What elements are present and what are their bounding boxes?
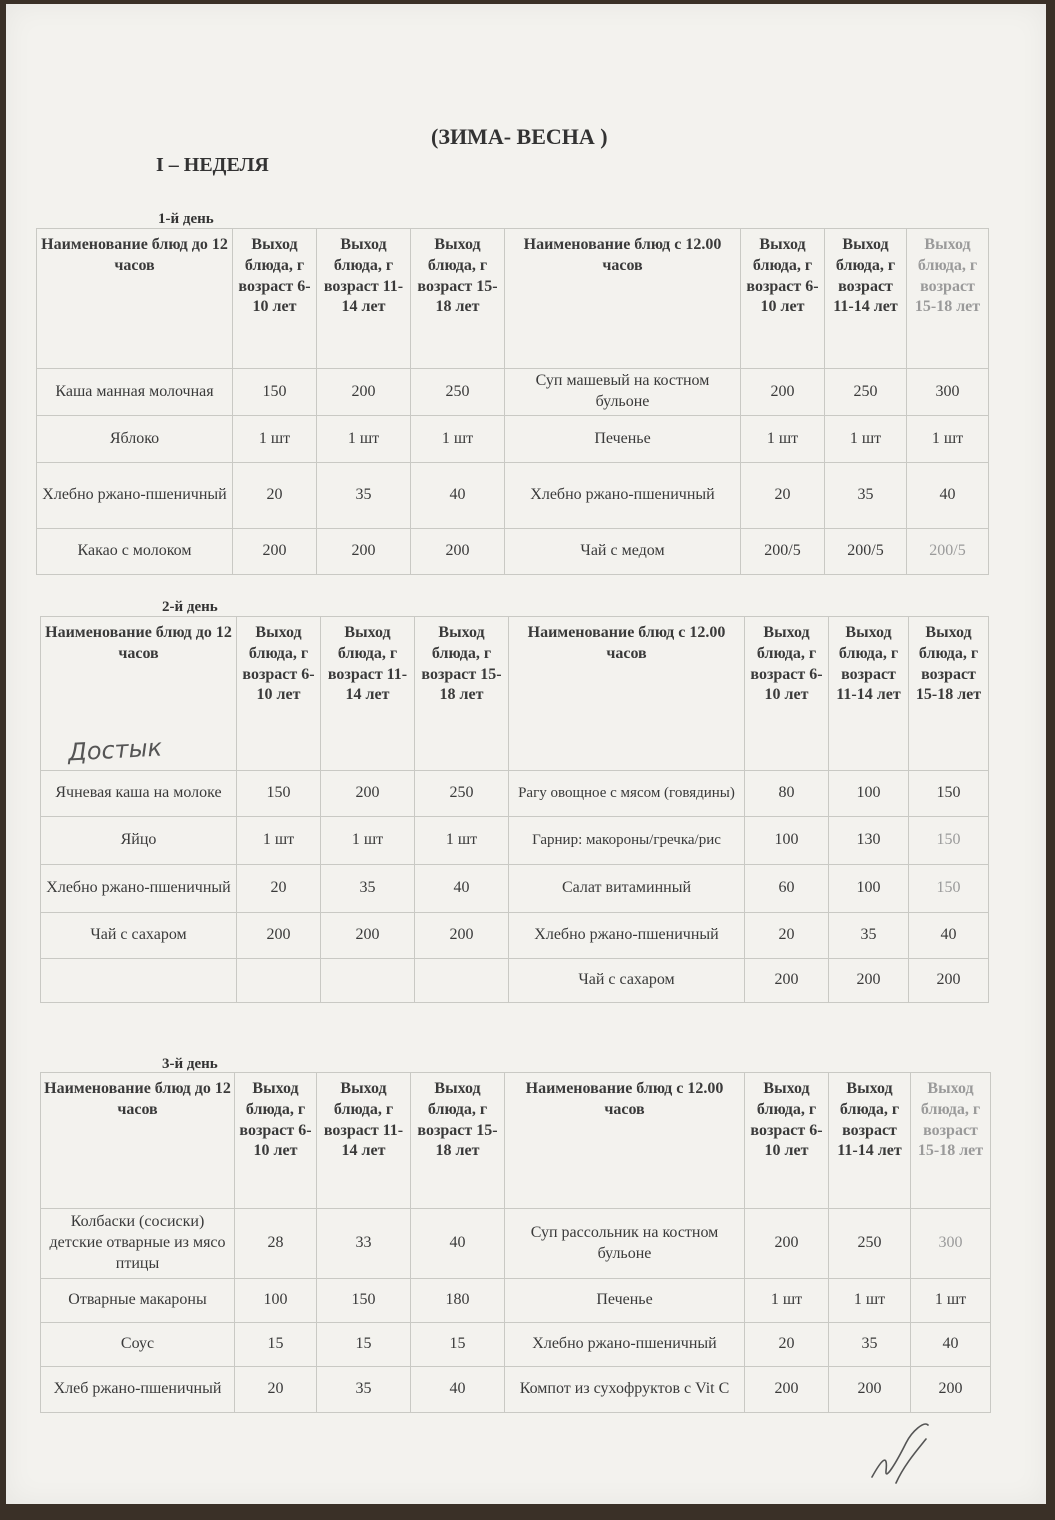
value-cell: 150 xyxy=(237,771,321,817)
value-cell: 1 шт xyxy=(741,416,825,463)
dish-cell: Рагу овощное с мясом (говядины) xyxy=(509,771,745,817)
table-row xyxy=(41,771,989,817)
value-cell: 1 шт xyxy=(415,817,509,865)
table-row xyxy=(37,529,989,575)
value-cell: 200 xyxy=(745,1367,829,1413)
value-cell: 180 xyxy=(411,1279,505,1323)
value-cell: 150 xyxy=(909,865,989,913)
value-cell: 200 xyxy=(911,1367,991,1413)
day-2-label: 2-й день xyxy=(162,599,218,615)
dish-cell: Ячневая каша на молоке xyxy=(41,771,237,817)
value-cell xyxy=(321,959,415,1003)
table-row xyxy=(41,1279,991,1323)
header-age-15-18: Выход блюда, г возраст 15-18 лет xyxy=(415,617,509,771)
dish-cell: Соус xyxy=(41,1323,235,1367)
value-cell: 200 xyxy=(233,529,317,575)
table-header-row xyxy=(37,229,989,369)
header-dish-afternoon: Наименование блюд с 12.00 часов xyxy=(509,617,745,771)
dish-cell: Какао с молоком xyxy=(37,529,233,575)
value-cell: 35 xyxy=(829,913,909,959)
value-cell: 150 xyxy=(909,771,989,817)
table-row xyxy=(41,1209,991,1279)
value-cell: 200 xyxy=(317,369,411,416)
value-cell: 200 xyxy=(237,913,321,959)
header-age-11-14: Выход блюда, г возраст 11-14 лет xyxy=(317,1073,411,1209)
table-row xyxy=(41,959,989,1003)
table-row xyxy=(41,1323,991,1367)
value-cell: 20 xyxy=(233,463,317,529)
value-cell: 35 xyxy=(321,865,415,913)
header-age-6-10: Выход блюда, г возраст 6-10 лет xyxy=(233,229,317,369)
header-age-6-10: Выход блюда, г возраст 6-10 лет xyxy=(741,229,825,369)
dish-cell: Яблоко xyxy=(37,416,233,463)
value-cell: 35 xyxy=(317,463,411,529)
value-cell: 20 xyxy=(237,865,321,913)
value-cell: 200/5 xyxy=(907,529,989,575)
value-cell: 130 xyxy=(829,817,909,865)
value-cell: 15 xyxy=(317,1323,411,1367)
value-cell: 300 xyxy=(907,369,989,416)
value-cell: 40 xyxy=(411,1367,505,1413)
value-cell: 200 xyxy=(321,771,415,817)
dish-cell: Суп машевый на костном бульоне xyxy=(505,369,741,416)
day-3-label: 3-й день xyxy=(162,1056,218,1072)
value-cell: 200 xyxy=(741,369,825,416)
day-2-table xyxy=(40,616,989,1003)
value-cell: 15 xyxy=(411,1323,505,1367)
dish-cell: Хлебно ржано-пшеничный xyxy=(37,463,233,529)
dish-cell: Колбаски (сосиски) детские отварные из мясо птицы xyxy=(41,1209,235,1279)
day-1-table xyxy=(36,228,989,575)
document-page xyxy=(6,4,1046,1504)
value-cell: 40 xyxy=(911,1323,991,1367)
value-cell: 200 xyxy=(829,1367,911,1413)
dish-cell: Суп рассольник на костном бульоне xyxy=(505,1209,745,1279)
value-cell: 40 xyxy=(909,913,989,959)
value-cell: 200 xyxy=(909,959,989,1003)
header-age-6-10: Выход блюда, г возраст 6-10 лет xyxy=(745,1073,829,1209)
value-cell: 33 xyxy=(317,1209,411,1279)
dish-cell: Чай с сахаром xyxy=(41,913,237,959)
value-cell: 150 xyxy=(909,817,989,865)
table-row xyxy=(41,817,989,865)
dish-cell: Печенье xyxy=(505,416,741,463)
value-cell: 1 шт xyxy=(411,416,505,463)
value-cell: 300 xyxy=(911,1209,991,1279)
value-cell: 1 шт xyxy=(911,1279,991,1323)
week-heading: I – НЕДЕЛЯ xyxy=(156,154,269,176)
value-cell: 150 xyxy=(233,369,317,416)
header-age-6-10: Выход блюда, г возраст 6-10 лет xyxy=(235,1073,317,1209)
day-1-label: 1-й день xyxy=(158,211,214,227)
header-age-15-18: Выход блюда, г возраст 15-18 лет xyxy=(909,617,989,771)
value-cell: 1 шт xyxy=(237,817,321,865)
value-cell: 1 шт xyxy=(317,416,411,463)
value-cell: 200 xyxy=(415,913,509,959)
value-cell: 100 xyxy=(829,771,909,817)
value-cell: 1 шт xyxy=(825,416,907,463)
header-age-11-14: Выход блюда, г возраст 11-14 лет xyxy=(321,617,415,771)
table-header-row xyxy=(41,617,989,771)
value-cell: 40 xyxy=(411,463,505,529)
value-cell: 200/5 xyxy=(825,529,907,575)
dish-cell: Гарнир: макороны/гречка/рис xyxy=(509,817,745,865)
value-cell: 200/5 xyxy=(741,529,825,575)
dish-cell: Хлебно ржано-пшеничный xyxy=(41,865,237,913)
dish-cell: Каша манная молочная xyxy=(37,369,233,416)
value-cell xyxy=(237,959,321,1003)
value-cell: 1 шт xyxy=(233,416,317,463)
value-cell: 250 xyxy=(411,369,505,416)
dish-cell: Хлебно ржано-пшеничный xyxy=(509,913,745,959)
dish-cell: Хлеб ржано-пшеничный xyxy=(41,1367,235,1413)
table-row xyxy=(41,1367,991,1413)
value-cell: 40 xyxy=(411,1209,505,1279)
value-cell: 200 xyxy=(317,529,411,575)
document-title: (ЗИМА- ВЕСНА ) xyxy=(431,124,608,149)
header-age-11-14: Выход блюда, г возраст 11-14 лет xyxy=(829,617,909,771)
value-cell: 200 xyxy=(411,529,505,575)
header-age-11-14: Выход блюда, г возраст 11-14 лет xyxy=(829,1073,911,1209)
value-cell: 250 xyxy=(415,771,509,817)
header-dish-afternoon: Наименование блюд с 12.00 часов xyxy=(505,229,741,369)
value-cell: 100 xyxy=(235,1279,317,1323)
dish-cell: Компот из сухофруктов с Vit C xyxy=(505,1367,745,1413)
value-cell: 35 xyxy=(317,1367,411,1413)
table-row xyxy=(37,463,989,529)
header-age-6-10: Выход блюда, г возраст 6-10 лет xyxy=(745,617,829,771)
value-cell xyxy=(415,959,509,1003)
value-cell: 80 xyxy=(745,771,829,817)
dish-cell: Яйцо xyxy=(41,817,237,865)
table-row xyxy=(41,865,989,913)
header-dish-afternoon: Наименование блюд с 12.00 часов xyxy=(505,1073,745,1209)
table-row xyxy=(41,913,989,959)
value-cell: 28 xyxy=(235,1209,317,1279)
dish-cell: Отварные макароны xyxy=(41,1279,235,1323)
dish-cell: Салат витаминный xyxy=(509,865,745,913)
header-age-11-14: Выход блюда, г возраст 11-14 лет xyxy=(825,229,907,369)
value-cell: 200 xyxy=(829,959,909,1003)
handwritten-note: Достык xyxy=(67,733,163,767)
value-cell: 100 xyxy=(829,865,909,913)
value-cell: 40 xyxy=(415,865,509,913)
header-age-15-18: Выход блюда, г возраст 15-18 лет xyxy=(911,1073,991,1209)
value-cell: 1 шт xyxy=(321,817,415,865)
dish-cell: Чай с медом xyxy=(505,529,741,575)
value-cell: 200 xyxy=(745,959,829,1003)
value-cell: 1 шт xyxy=(907,416,989,463)
signature-scribble xyxy=(866,1419,936,1489)
value-cell: 100 xyxy=(745,817,829,865)
value-cell: 35 xyxy=(829,1323,911,1367)
header-age-15-18: Выход блюда, г возраст 15-18 лет xyxy=(411,1073,505,1209)
value-cell: 60 xyxy=(745,865,829,913)
value-cell: 35 xyxy=(825,463,907,529)
table-row xyxy=(37,369,989,416)
value-cell: 20 xyxy=(745,913,829,959)
value-cell: 40 xyxy=(907,463,989,529)
table-header-row xyxy=(41,1073,991,1209)
value-cell: 20 xyxy=(741,463,825,529)
table-row xyxy=(37,416,989,463)
value-cell: 20 xyxy=(235,1367,317,1413)
value-cell: 1 шт xyxy=(745,1279,829,1323)
header-dish-morning: Наименование блюд до 12 часов xyxy=(41,617,237,771)
value-cell: 250 xyxy=(825,369,907,416)
value-cell: 250 xyxy=(829,1209,911,1279)
dish-cell: Хлебно ржано-пшеничный xyxy=(505,1323,745,1367)
header-age-15-18: Выход блюда, г возраст 15-18 лет xyxy=(907,229,989,369)
value-cell: 1 шт xyxy=(829,1279,911,1323)
dish-cell: Печенье xyxy=(505,1279,745,1323)
value-cell: 200 xyxy=(745,1209,829,1279)
dish-cell: Хлебно ржано-пшеничный xyxy=(505,463,741,529)
header-dish-morning: Наименование блюд до 12 часов xyxy=(41,1073,235,1209)
day-3-table xyxy=(40,1072,991,1413)
dish-cell xyxy=(41,959,237,1003)
value-cell: 200 xyxy=(321,913,415,959)
header-age-15-18: Выход блюда, г возраст 15-18 лет xyxy=(411,229,505,369)
header-age-6-10: Выход блюда, г возраст 6-10 лет xyxy=(237,617,321,771)
header-age-11-14: Выход блюда, г возраст 11-14 лет xyxy=(317,229,411,369)
value-cell: 150 xyxy=(317,1279,411,1323)
value-cell: 15 xyxy=(235,1323,317,1367)
value-cell: 20 xyxy=(745,1323,829,1367)
dish-cell: Чай с сахаром xyxy=(509,959,745,1003)
header-dish-morning: Наименование блюд до 12 часов xyxy=(37,229,233,369)
